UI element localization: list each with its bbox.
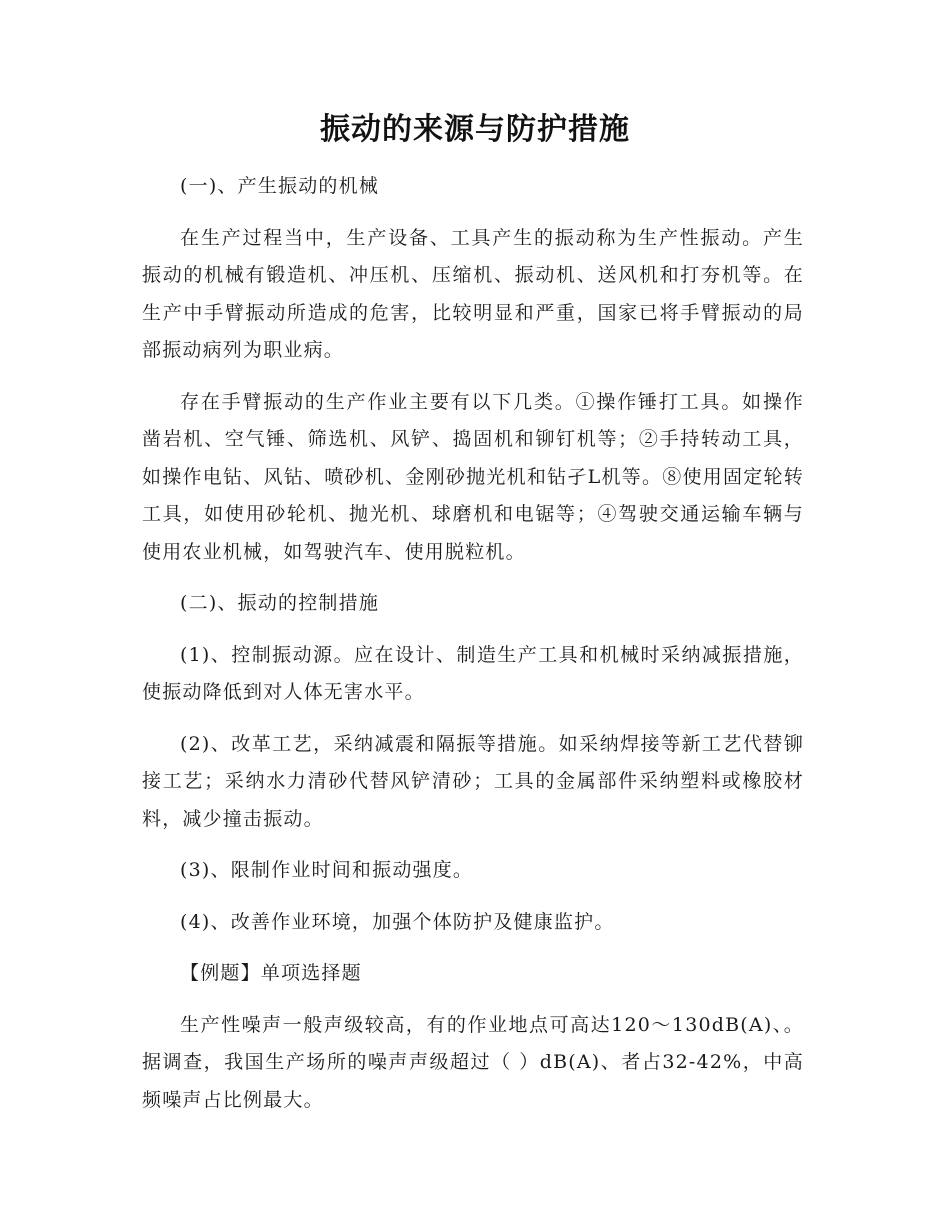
example-question-heading: 【例题】单项选择题 [180,962,362,984]
document-body [142,168,804,1133]
paragraph-measure-2: (2)、改革工艺，采纳减震和隔振等措施。如采纳焊接等新工艺代替铆接工艺；采纳水力清砂代替风铲清砂；工具的金属部件采纳塑料或橡胶材料，减少撞击振动。 [142,732,804,830]
document-title: 振动的来源与防护措施 [320,112,630,147]
paragraph-hand-arm-vibration-jobs: 存在手臂振动的生产作业主要有以下几类。①操作锤打工具。如操作凿岩机、空气锤、筛选机、风铲、捣固机和铆钉机等；②手持转动工具，如操作电钻、风钻、喷砂机、金刚砂抛光机和钻孑L机等。⑧使用固定轮转工具，如使用砂轮机、抛光机、球磨机和电锯等；④驾驶交通运输车辆与使用农业机械，如驾驶汽车、使用脱粒机。 [142,390,804,563]
paragraph-measure-4: (4)、改善作业环境，加强个体防护及健康监护。 [180,910,615,933]
example-question-text: 生产性噪声一般声级较高，有的作业地点可高达120～130dB(A)、。据调查，我国生产场所的噪声声级超过（ ）dB(A)、者占32-42%，中高频噪声占比例最大。 [142,1013,804,1111]
section-heading-control-measures: (二)、振动的控制措施 [180,592,380,614]
paragraph-production-vibration: 在生产过程当中，生产设备、工具产生的振动称为生产性振动。产生振动的机械有锻造机、冲压机、压缩机、振动机、送风机和打夯机等。在生产中手臂振动所造成的危害，比较明显和严重，国家已将手臂振动的局部振动病列为职业病。 [142,226,804,361]
paragraph-measure-3: (3)、限制作业时间和振动强度。 [180,859,474,881]
section-heading-vibration-machinery: (一)、产生振动的机械 [180,175,380,197]
paragraph-measure-1: (1)、控制振动源。应在设计、制造生产工具和机械时采纳减振措施，使振动降低到对人体无害水平。 [142,643,804,703]
